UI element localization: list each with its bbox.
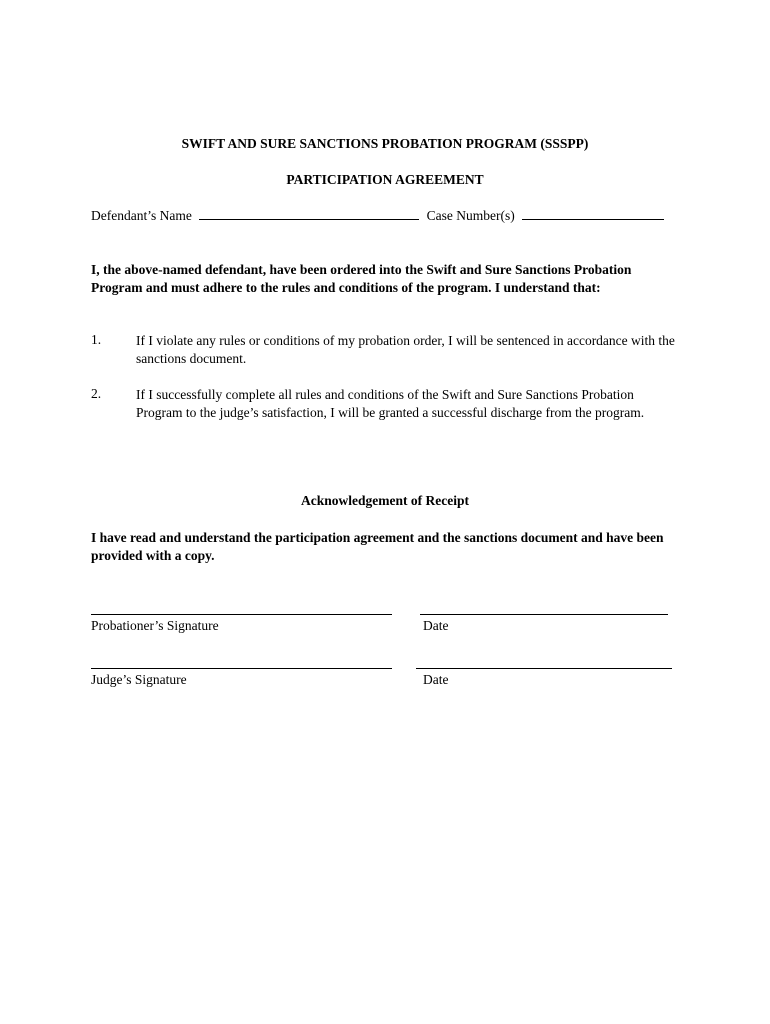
probationer-signature-line[interactable] (91, 614, 392, 615)
intro-paragraph: I, the above-named defendant, have been ordered into the Swift and Sure Sanctions Probation Program and must adhere to the rules and conditions of the program. I understand that: (91, 262, 632, 295)
document-title: SWIFT AND SURE SANCTIONS PROBATION PROGRAM (SSSPP) (181, 136, 589, 151)
defendant-name-field[interactable] (199, 207, 419, 220)
judge-date-label: Date (423, 672, 449, 687)
document-subtitle: PARTICIPATION AGREEMENT (286, 172, 484, 187)
probationer-date-label: Date (423, 618, 449, 633)
list-item-number: 1. (91, 332, 102, 347)
case-number-label: Case Number(s) (426, 208, 515, 223)
acknowledgement-paragraph: I have read and understand the participation agreement and the sanctions document and have been provided with a copy. (91, 530, 664, 563)
judge-signature-line[interactable] (91, 668, 392, 669)
case-number-field[interactable] (522, 207, 664, 220)
probationer-date-line[interactable] (420, 614, 668, 615)
probationer-signature-label: Probationer’s Signature (91, 618, 219, 633)
judge-signature-label: Judge’s Signature (91, 672, 187, 687)
defendant-name-label: Defendant’s Name (91, 208, 192, 223)
list-item-text: If I successfully complete all rules and conditions of the Swift and Sure Sanctions Probation Program to the judge’s satisfaction, I will be granted a successful discharge from the program. (136, 387, 645, 420)
list-item-number: 2. (91, 386, 102, 401)
list-item-text: If I violate any rules or conditions of my probation order, I will be sentenced in accordance with the sanctions document. (136, 333, 675, 366)
acknowledgement-heading: Acknowledgement of Receipt (301, 493, 469, 508)
defendant-case-row (91, 207, 691, 224)
judge-date-line[interactable] (416, 668, 672, 669)
